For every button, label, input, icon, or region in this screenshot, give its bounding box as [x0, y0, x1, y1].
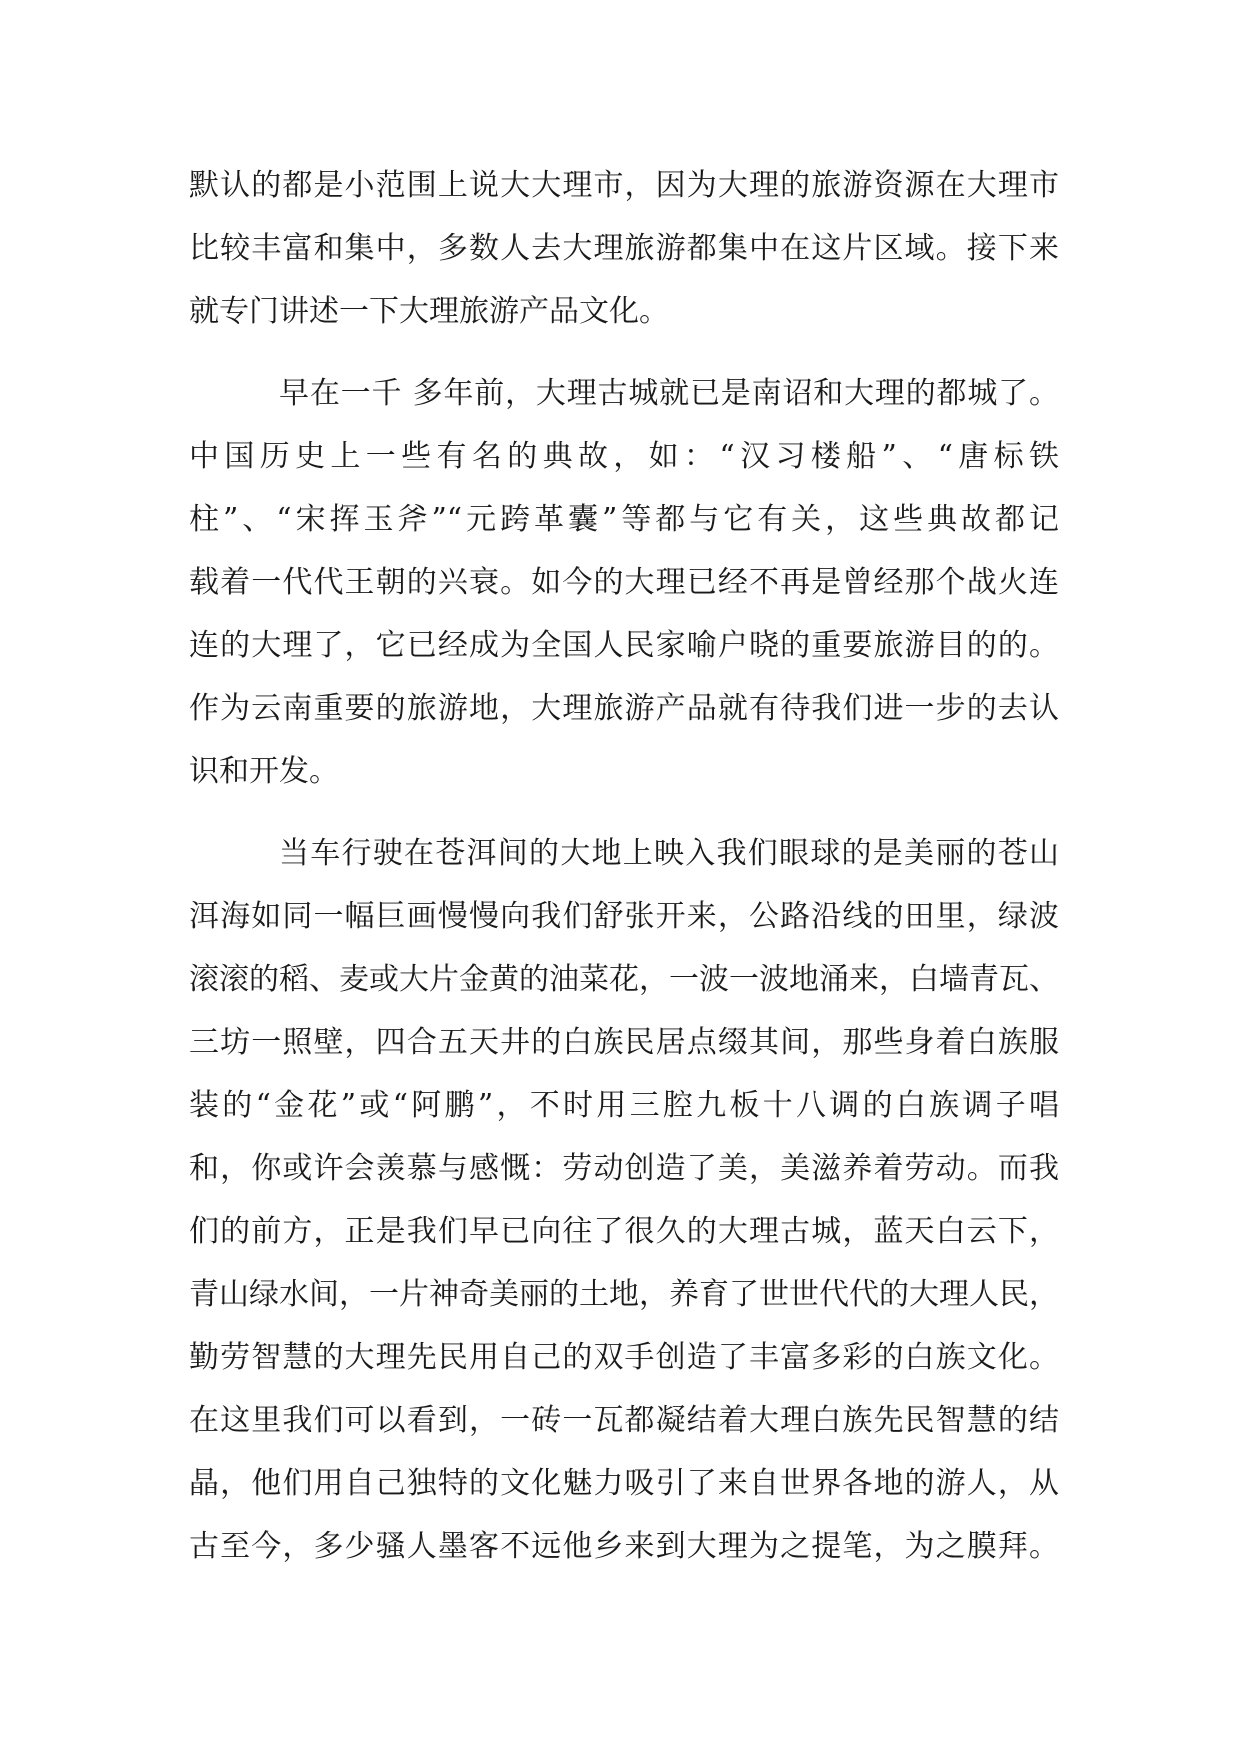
text-line: 古至今，多少骚人墨客不远他乡来到大理为之提笔，为之膜拜。 [189, 1529, 1059, 1564]
text-line: 柱”、“宋挥玉斧”“元跨革囊”等都与它有关，这些典故都记 [189, 502, 1059, 537]
document-body [189, 154, 1059, 1578]
paragraph-3 [189, 822, 1059, 1578]
text-line: 在这里我们可以看到，一砖一瓦都凝结着大理白族先民智慧的结 [189, 1403, 1059, 1438]
text-line: 当车行驶在苍洱间的大地上映入我们眼球的是美丽的苍山 [279, 836, 1059, 871]
paragraph-1 [189, 154, 1059, 343]
text-line: 晶，他们用自己独特的文化魅力吸引了来自世界各地的游人，从 [189, 1466, 1059, 1501]
text-line: 就专门讲述一下大理旅游产品文化。 [189, 294, 669, 329]
text-line: 比较丰富和集中，多数人去大理旅游都集中在这片区域。接下来 [189, 231, 1059, 266]
text-line: 滚滚的稻、麦或大片金黄的油菜花，一波一波地涌来，白墙青瓦、 [189, 962, 1059, 997]
text-line: 青山绿水间，一片神奇美丽的土地，养育了世世代代的大理人民， [189, 1277, 1059, 1312]
text-line: 作为云南重要的旅游地，大理旅游产品就有待我们进一步的去认 [189, 691, 1059, 726]
text-line: 连的大理了，它已经成为全国人民家喻户晓的重要旅游目的的。 [189, 628, 1059, 663]
text-line: 中国历史上一些有名的典故，如：“汉习楼船”、“唐标铁 [189, 439, 1059, 474]
text-line: 默认的都是小范围上说大大理市，因为大理的旅游资源在大理市 [189, 168, 1059, 203]
text-line: 装的“金花”或“阿鹏”，不时用三腔九板十八调的白族调子唱 [189, 1088, 1059, 1123]
text-line: 和，你或许会羡慕与感慨：劳动创造了美，美滋养着劳动。而我 [189, 1151, 1059, 1186]
text-line: 识和开发。 [189, 754, 339, 789]
text-line: 洱海如同一幅巨画慢慢向我们舒张开来，公路沿线的田里，绿波 [189, 899, 1059, 934]
text-line: 载着一代代王朝的兴衰。如今的大理已经不再是曾经那个战火连 [189, 565, 1059, 600]
text-line: 早在一千 多年前，大理古城就已是南诏和大理的都城了。 [279, 376, 1059, 411]
paragraph-2 [189, 362, 1059, 803]
text-line: 们的前方，正是我们早已向往了很久的大理古城，蓝天白云下， [189, 1214, 1059, 1249]
text-line: 三坊一照壁，四合五天井的白族民居点缀其间，那些身着白族服 [189, 1025, 1059, 1060]
text-line: 勤劳智慧的大理先民用自己的双手创造了丰富多彩的白族文化。 [189, 1340, 1059, 1375]
